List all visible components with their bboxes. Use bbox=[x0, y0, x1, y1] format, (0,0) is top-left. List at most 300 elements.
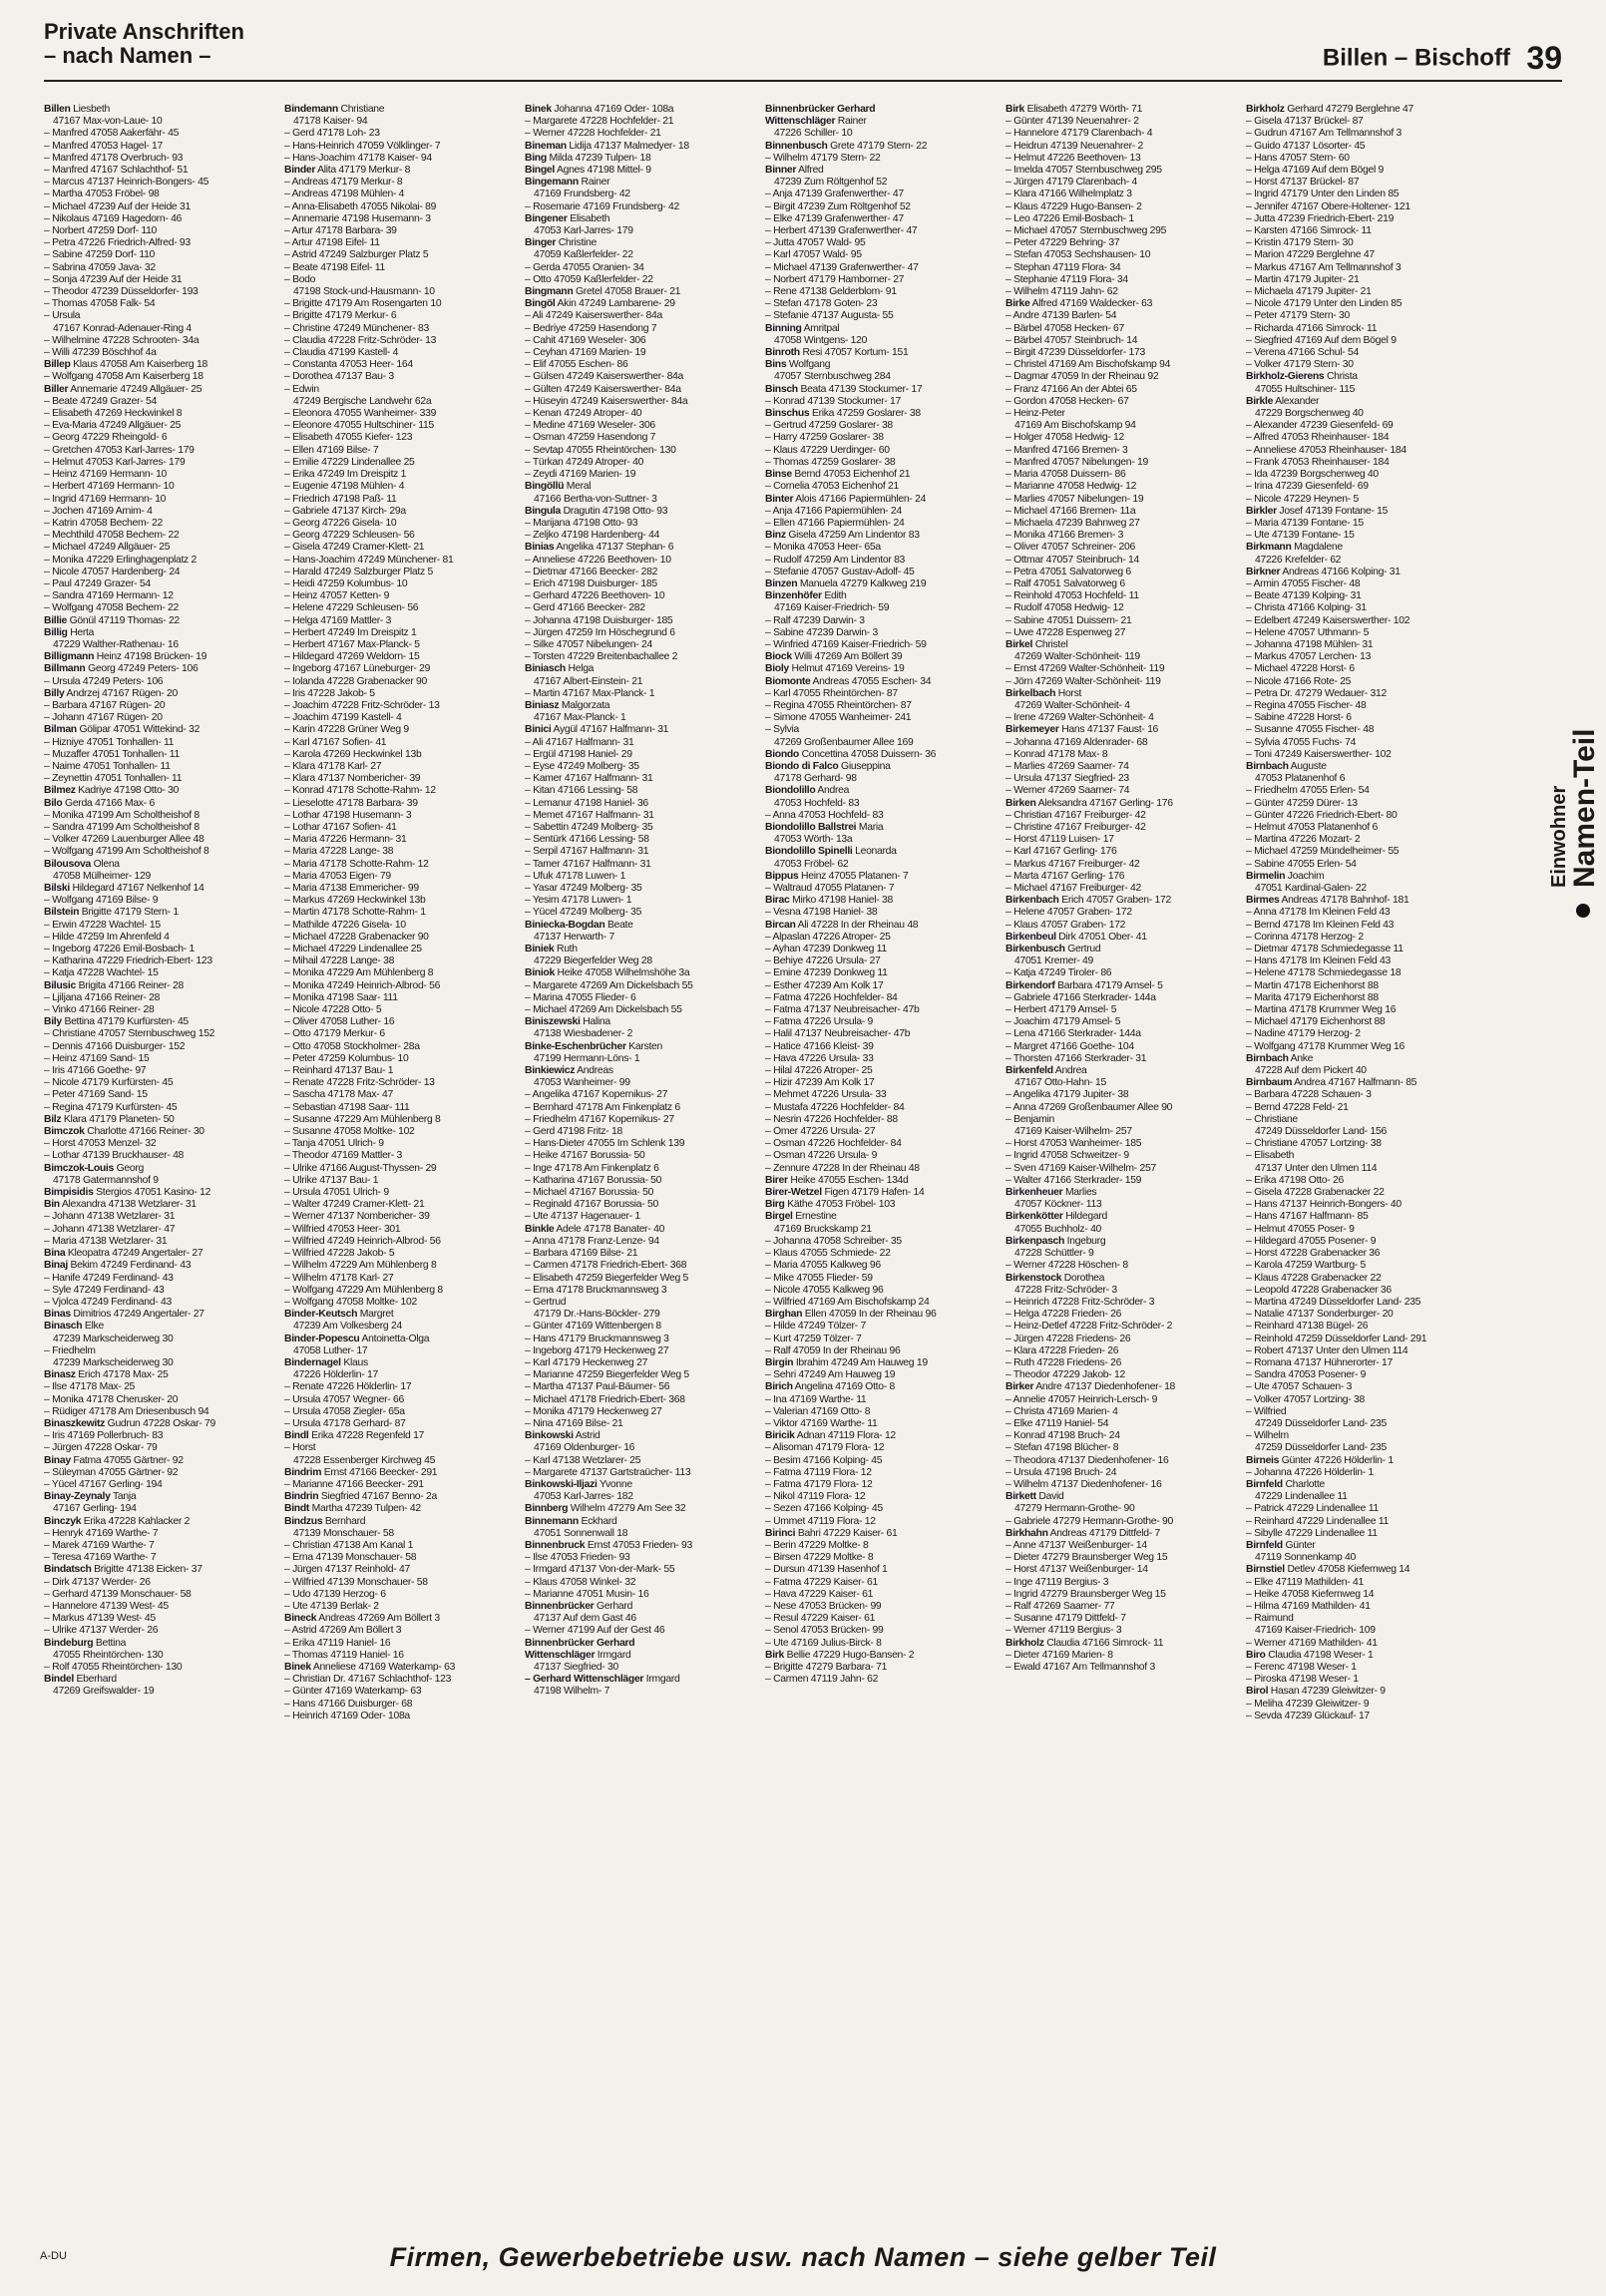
directory-entry bbox=[1246, 432, 1476, 444]
directory-entry bbox=[1246, 1224, 1476, 1236]
entry-details: – Benjamin bbox=[1005, 1113, 1054, 1125]
directory-entry bbox=[1005, 578, 1236, 590]
entry-details: Claudia 47198 Weser- 1 bbox=[1268, 1649, 1374, 1661]
directory-entry bbox=[1246, 1381, 1476, 1393]
entry-details: Manuela 47279 Kalkweg 219 bbox=[799, 577, 927, 589]
entry-details: – Günter 47139 Neuenahrer- 2 bbox=[1005, 116, 1139, 128]
entry-surname: Bindernagel bbox=[284, 1356, 341, 1368]
directory-entry bbox=[44, 1297, 274, 1309]
entry-details: – Kenan 47249 Atroper- 40 bbox=[525, 408, 642, 420]
directory-entry bbox=[765, 663, 996, 675]
directory-entry bbox=[1005, 1285, 1236, 1297]
bullet-dot-icon bbox=[1576, 904, 1590, 918]
entry-surname: Billigmann bbox=[44, 651, 95, 663]
entry-surname: Birkenkötter bbox=[1005, 1211, 1063, 1223]
directory-entry bbox=[284, 262, 515, 274]
directory-entry bbox=[1005, 712, 1236, 724]
directory-entry bbox=[1246, 1285, 1476, 1297]
entry-details: – Wolfgang 47058 Moltke- 102 bbox=[284, 1296, 417, 1308]
directory-entry bbox=[1005, 992, 1236, 1004]
entry-details: 47057 Sternbuschweg 284 bbox=[774, 371, 891, 383]
directory-entry bbox=[1246, 1638, 1476, 1650]
entry-details: – Patrick 47229 Lindenallee 11 bbox=[1246, 1503, 1379, 1515]
directory-entry bbox=[284, 1516, 515, 1528]
directory-entry bbox=[525, 128, 755, 140]
directory-entry bbox=[44, 1625, 274, 1637]
entry-details: – Friedhelm 47055 Erlen- 54 bbox=[1246, 785, 1370, 797]
entry-surname: Birkmann bbox=[1246, 542, 1292, 554]
directory-entry bbox=[525, 213, 755, 225]
directory-entry bbox=[1005, 1211, 1236, 1223]
directory-entry bbox=[44, 1065, 274, 1077]
entry-details: – Marek 47169 Warthe- 7 bbox=[44, 1539, 155, 1551]
entry-surname: Birkner bbox=[1246, 566, 1281, 577]
directory-entry bbox=[1246, 590, 1476, 602]
entry-details: – Heinz 47057 Ketten- 9 bbox=[284, 590, 390, 602]
entry-details: – Silke 47057 Nibelungen- 24 bbox=[525, 638, 652, 650]
entry-details: – Marina 47055 Flieder- 6 bbox=[525, 991, 636, 1003]
directory-entry bbox=[525, 237, 755, 249]
directory-entry bbox=[1246, 567, 1476, 578]
entry-details: – Ingeborg 47167 Lüneburger- 29 bbox=[284, 663, 431, 675]
entry-details: – Kristin 47179 Stern- 30 bbox=[1246, 237, 1354, 249]
directory-entry bbox=[1246, 1248, 1476, 1260]
directory-entry bbox=[284, 651, 515, 663]
directory-entry bbox=[1246, 822, 1476, 834]
directory-entry bbox=[1005, 907, 1236, 919]
directory-entry bbox=[1005, 1577, 1236, 1589]
entry-details: 47178 Kaiser- 94 bbox=[293, 116, 368, 128]
entry-details: – Jochen 47169 Arnim- 4 bbox=[44, 505, 153, 517]
directory-entry bbox=[525, 749, 755, 761]
directory-entry bbox=[284, 932, 515, 944]
entry-details: – Dieter 47279 Braunsberger Weg 15 bbox=[1005, 1552, 1168, 1564]
directory-entry bbox=[284, 1491, 515, 1503]
directory-entry bbox=[1246, 1613, 1476, 1625]
directory-entry bbox=[44, 116, 274, 128]
entry-details: 47053 Platanenhof 6 bbox=[1255, 773, 1346, 785]
directory-entry bbox=[44, 262, 274, 274]
entry-details: – Gerd 47198 Fritz- 18 bbox=[525, 1126, 622, 1138]
entry-details: – Michael 47178 Friedrich-Ebert- 368 bbox=[525, 1393, 685, 1405]
entry-details: 47055 Rheintörchen- 130 bbox=[53, 1649, 164, 1661]
directory-entry bbox=[44, 1345, 274, 1357]
entry-details: – Besim 47166 Kolping- 45 bbox=[765, 1454, 883, 1466]
entry-details: – Renate 47226 Hölderlin- 17 bbox=[284, 1381, 412, 1393]
directory-entry bbox=[44, 688, 274, 700]
directory-entry bbox=[525, 1041, 755, 1053]
directory-entry bbox=[1005, 1625, 1236, 1637]
directory-entry bbox=[525, 663, 755, 675]
entry-details: – Willi 47239 Böschhof 4a bbox=[44, 347, 157, 359]
entry-surname: Birkelbach bbox=[1005, 687, 1056, 699]
entry-details: – Margarete 47137 Gartstraücher- 113 bbox=[525, 1466, 691, 1478]
directory-entry bbox=[1005, 567, 1236, 578]
directory-entry bbox=[44, 1114, 274, 1126]
entry-details: – Edwin bbox=[284, 383, 319, 395]
directory-entry bbox=[284, 1150, 515, 1162]
directory-entry bbox=[525, 1236, 755, 1248]
entry-details: – Yücel 47167 Gerling- 194 bbox=[44, 1478, 163, 1490]
directory-entry bbox=[1246, 1662, 1476, 1674]
directory-entry bbox=[525, 590, 755, 602]
entry-details: – Meliha 47239 Gleiwitzer- 9 bbox=[1246, 1698, 1370, 1710]
directory-entry bbox=[1246, 676, 1476, 688]
entry-surname: Billy bbox=[44, 687, 65, 699]
entry-details: Tanja bbox=[112, 1491, 137, 1503]
directory-entry bbox=[1246, 237, 1476, 249]
entry-details: – Reinhard 47138 Bügel- 26 bbox=[1246, 1321, 1369, 1333]
entry-surname: Bimpisidis bbox=[44, 1187, 94, 1199]
entry-details: – Ellen 47166 Papiermühlen- 24 bbox=[765, 517, 905, 529]
directory-entry bbox=[1005, 1199, 1236, 1211]
entry-details: – Hanife 47249 Ferdinand- 43 bbox=[44, 1272, 174, 1284]
entry-details: – Hüseyin 47249 Kaiserswerther- 84a bbox=[525, 395, 688, 407]
entry-surname: Binnenbrücker Gerhard bbox=[525, 1637, 635, 1649]
directory-entry bbox=[44, 359, 274, 371]
entry-details: – Maria 47058 Duissern- 86 bbox=[1005, 469, 1126, 481]
directory-entry bbox=[765, 883, 996, 895]
entry-surname: Birkholz bbox=[1246, 104, 1285, 115]
directory-entry bbox=[1005, 225, 1236, 237]
directory-entry bbox=[284, 822, 515, 834]
entry-details: Eberhard bbox=[76, 1674, 117, 1686]
entry-details: – Otto 47059 Kaßlerfelder- 22 bbox=[525, 273, 653, 285]
entry-details: – Anna-Elisabeth 47055 Nikolai- 89 bbox=[284, 200, 437, 212]
entry-details: – Beate 47139 Kolping- 31 bbox=[1246, 590, 1362, 602]
entry-details: Joachim bbox=[1287, 870, 1325, 882]
entry-details: Andre 47137 Diedenhofener- 18 bbox=[1035, 1381, 1176, 1393]
entry-surname: Bilusic bbox=[44, 979, 76, 991]
entry-details: – Hava 47226 Ursula- 33 bbox=[765, 1052, 874, 1064]
directory-entry bbox=[284, 1236, 515, 1248]
entry-details: Johanna 47169 Oder- 108a bbox=[554, 104, 674, 115]
directory-entry bbox=[525, 834, 755, 846]
entry-details: – Rüdiger 47178 Am Driesenbusch 94 bbox=[44, 1405, 209, 1417]
entry-surname: Binner bbox=[765, 165, 797, 177]
entry-details: – Eleonora 47055 Wanheimer- 339 bbox=[284, 408, 437, 420]
entry-details: – Martin 47178 Schotte-Rahm- 1 bbox=[284, 907, 426, 919]
entry-surname: Biniasz bbox=[525, 699, 560, 711]
directory-entry bbox=[1246, 494, 1476, 506]
entry-details: Olena bbox=[93, 858, 120, 870]
entry-details: – Heinz-Detlef 47228 Fritz-Schröder- 2 bbox=[1005, 1321, 1173, 1333]
directory-entry bbox=[525, 1552, 755, 1564]
directory-entry bbox=[525, 371, 755, 383]
directory-entry bbox=[525, 1004, 755, 1016]
entry-details: – Frank 47053 Rheinhauser- 184 bbox=[1246, 456, 1390, 468]
entry-surname: Biricik bbox=[765, 1430, 795, 1442]
directory-entry bbox=[284, 1138, 515, 1150]
directory-entry bbox=[1246, 1699, 1476, 1711]
entry-details: 47229 Lindenallee 11 bbox=[1255, 1491, 1348, 1503]
entry-surname: – Gerhard Wittenschläger bbox=[525, 1674, 644, 1686]
entry-details: – Volker 47269 Lauenburger Allee 48 bbox=[44, 834, 204, 846]
entry-details: – Birsen 47229 Moltke- 8 bbox=[765, 1552, 874, 1564]
directory-entry bbox=[1246, 141, 1476, 153]
entry-details: Andreas bbox=[577, 1065, 613, 1077]
entry-details: – Richarda 47166 Simrock- 11 bbox=[1246, 322, 1378, 334]
directory-entry bbox=[44, 518, 274, 530]
directory-entry bbox=[525, 249, 755, 261]
entry-details: – Gabriele 47279 Hermann-Grothe- 90 bbox=[1005, 1515, 1173, 1527]
entry-details: – Nicole 47229 Heynen- 5 bbox=[1246, 493, 1359, 505]
entry-details: – Herbert 47167 Max-Planck- 5 bbox=[284, 638, 420, 650]
entry-details: – Artur 47198 Eifel- 11 bbox=[284, 237, 380, 249]
entry-details: Giuseppina bbox=[841, 760, 891, 772]
directory-entry bbox=[1246, 128, 1476, 140]
directory-entry bbox=[765, 1199, 996, 1211]
directory-entry bbox=[1005, 1491, 1236, 1503]
directory-entry bbox=[284, 956, 515, 967]
entry-details: – Osman 47226 Ursula- 9 bbox=[765, 1150, 878, 1162]
directory-entry bbox=[1005, 1114, 1236, 1126]
directory-entry bbox=[284, 1102, 515, 1114]
entry-details: – Claudia 47199 Kastell- 4 bbox=[284, 347, 399, 359]
entry-details: 47137 Siegfried- 30 bbox=[534, 1662, 618, 1673]
entry-details: Charlotte bbox=[1285, 1478, 1325, 1490]
directory-entry bbox=[44, 1224, 274, 1236]
directory-entry bbox=[1246, 298, 1476, 310]
entry-details: – Bernd 47178 Im Kleinen Feld 43 bbox=[1246, 919, 1395, 931]
entry-details: Gerda 47166 Max- 6 bbox=[65, 797, 155, 809]
entry-details: Andreas 47179 Dittfeld- 7 bbox=[1049, 1527, 1160, 1539]
entry-details: Malgorzata bbox=[561, 699, 610, 711]
entry-details: Andrea 47167 Halfmann- 85 bbox=[1294, 1077, 1417, 1089]
entry-details: Dimitrios 47249 Angertaler- 27 bbox=[73, 1309, 204, 1321]
entry-surname: Birol bbox=[1246, 1686, 1269, 1698]
directory-entry bbox=[284, 810, 515, 822]
directory-entry bbox=[44, 542, 274, 554]
entry-details: – Claudia 47228 Fritz-Schröder- 13 bbox=[284, 334, 437, 346]
directory-entry bbox=[1005, 445, 1236, 457]
directory-entry bbox=[1246, 1065, 1476, 1077]
directory-entry bbox=[525, 542, 755, 554]
entry-details: – Dagmar 47059 In der Rheinau 92 bbox=[1005, 371, 1159, 383]
directory-entry bbox=[525, 651, 755, 663]
entry-surname: Billep bbox=[44, 359, 71, 371]
entry-details: 47167 Otto-Hahn- 15 bbox=[1014, 1077, 1106, 1089]
entry-details: – Christa 47166 Kolping- 31 bbox=[1246, 602, 1367, 614]
directory-entry bbox=[44, 432, 274, 444]
entry-details: – Bernhard 47178 Am Finkenplatz 6 bbox=[525, 1101, 680, 1113]
entry-surname: Bingöllü bbox=[525, 481, 565, 493]
directory-entry bbox=[765, 956, 996, 967]
entry-details: – Konrad 47198 Bruch- 24 bbox=[1005, 1430, 1120, 1442]
entry-details: 47178 Gatermannshof 9 bbox=[53, 1174, 159, 1186]
entry-details: – Iris 47169 Pollerbruch- 83 bbox=[44, 1430, 164, 1442]
directory-entry bbox=[1246, 262, 1476, 274]
entry-details: Auguste bbox=[1290, 760, 1327, 772]
directory-entry bbox=[284, 700, 515, 712]
entry-details: Wolfgang bbox=[788, 359, 831, 371]
entry-details: 47279 Hermann-Grothe- 90 bbox=[1014, 1503, 1135, 1515]
entry-surname: Bilo bbox=[44, 797, 63, 809]
entry-details: 47055 Buchholz- 40 bbox=[1014, 1223, 1102, 1235]
entry-details: – Raimund bbox=[1246, 1613, 1294, 1625]
entry-details: – Mehmet 47226 Ursula- 33 bbox=[765, 1089, 887, 1101]
directory-entry bbox=[525, 956, 755, 967]
directory-entry bbox=[284, 1016, 515, 1028]
directory-entry bbox=[1005, 1077, 1236, 1089]
entry-surname: Birke bbox=[1005, 298, 1030, 310]
directory-entry bbox=[765, 1211, 996, 1223]
directory-entry bbox=[284, 895, 515, 907]
entry-details: – Markus 47167 Am Tellmannshof 3 bbox=[1246, 261, 1402, 273]
entry-details: – Simone 47055 Wanheimer- 241 bbox=[765, 712, 912, 724]
directory-entry bbox=[765, 567, 996, 578]
directory-entry bbox=[765, 1273, 996, 1285]
entry-details: – Yesim 47178 Luwen- 1 bbox=[525, 895, 632, 907]
directory-entry bbox=[1005, 663, 1236, 675]
directory-entry bbox=[525, 1528, 755, 1540]
directory-entry bbox=[525, 225, 755, 237]
entry-details: – Maria 47139 Fontane- 15 bbox=[1246, 517, 1364, 529]
directory-entry bbox=[525, 1381, 755, 1393]
directory-entry bbox=[765, 1674, 996, 1686]
directory-entry bbox=[44, 249, 274, 261]
directory-entry bbox=[1005, 1369, 1236, 1381]
directory-entry bbox=[525, 676, 755, 688]
section-title-line1: Private Anschriften bbox=[44, 19, 244, 44]
directory-entry bbox=[44, 177, 274, 189]
entry-details: – Wilhelm 47178 Karl- 27 bbox=[284, 1272, 394, 1284]
entry-details: Halina bbox=[583, 1016, 610, 1028]
entry-details: – Sabine 47239 Darwin- 3 bbox=[765, 626, 878, 638]
page-number: 39 bbox=[1526, 40, 1562, 76]
directory-entry bbox=[765, 1650, 996, 1662]
entry-details: – Regina 47055 Rheintörchen- 87 bbox=[765, 699, 912, 711]
entry-details: – Bärbel 47058 Hecken- 67 bbox=[1005, 322, 1125, 334]
directory-entry bbox=[44, 153, 274, 165]
entry-details: – Ralf 47239 Darwin- 3 bbox=[765, 614, 865, 626]
entry-details: Hasan 47239 Gleiwitzer- 9 bbox=[1270, 1686, 1386, 1698]
directory-entry bbox=[44, 141, 274, 153]
directory-entry bbox=[525, 1211, 755, 1223]
entry-surname: Biondolillo bbox=[765, 785, 816, 797]
directory-entry bbox=[44, 761, 274, 773]
entry-details: – Corinna 47178 Herzog- 2 bbox=[1246, 931, 1364, 943]
directory-entry bbox=[765, 737, 996, 749]
entry-details: – Hans 47166 Duisburger- 68 bbox=[284, 1698, 413, 1710]
entry-details: Erich 47178 Max- 25 bbox=[78, 1369, 169, 1381]
entry-surname: Birkle bbox=[1246, 395, 1274, 407]
entry-surname: Birnbaum bbox=[1246, 1077, 1293, 1089]
entry-details: – Michaela 47179 Jupiter- 21 bbox=[1246, 286, 1372, 298]
entry-details: – Theodora 47137 Diedenhofener- 16 bbox=[1005, 1454, 1169, 1466]
entry-details: – Hildegard 47269 Weldorn- 15 bbox=[284, 651, 420, 663]
directory-entry bbox=[765, 1053, 996, 1065]
entry-details: Beate bbox=[606, 919, 633, 931]
entry-details: – Vinko 47166 Reiner- 28 bbox=[44, 1004, 155, 1016]
directory-entry bbox=[1005, 1540, 1236, 1552]
entry-details: 47137 Unter den Ulmen 114 bbox=[1255, 1162, 1378, 1174]
entry-details: – Astrid 47269 Am Böllert 3 bbox=[284, 1625, 402, 1637]
entry-details: – Rene 47138 Gelderblom- 91 bbox=[765, 286, 897, 298]
entry-details: – Karola 47269 Heckwinkel 13b bbox=[284, 748, 422, 760]
entry-details: – Sabrina 47059 Java- 32 bbox=[44, 261, 156, 273]
entry-details: – Thomas 47119 Haniel- 16 bbox=[284, 1649, 404, 1661]
directory-entry bbox=[1005, 128, 1236, 140]
entry-surname: Binnenbrücker Gerhard bbox=[765, 104, 876, 115]
directory-entry bbox=[525, 602, 755, 614]
entry-details: 47053 Fröbel- 62 bbox=[774, 858, 849, 870]
directory-entry bbox=[1005, 249, 1236, 261]
directory-entry bbox=[284, 1467, 515, 1479]
entry-details: – Michael 47269 Am Dickelsbach 55 bbox=[525, 1004, 682, 1016]
entry-details: – Klara 47228 Frieden- 26 bbox=[1005, 1344, 1119, 1356]
directory-entry bbox=[1005, 141, 1236, 153]
directory-entry bbox=[765, 1041, 996, 1053]
directory-entry bbox=[284, 530, 515, 542]
directory-entry bbox=[1005, 1662, 1236, 1674]
directory-entry bbox=[765, 1248, 996, 1260]
directory-entry bbox=[525, 1467, 755, 1479]
directory-entry bbox=[765, 1638, 996, 1650]
entry-details: – Christian 47138 Am Kanal 1 bbox=[284, 1539, 414, 1551]
entry-details: Fatma 47055 Gärtner- 92 bbox=[73, 1454, 184, 1466]
directory-entry bbox=[765, 651, 996, 663]
directory-entry bbox=[525, 1077, 755, 1089]
directory-entry bbox=[765, 773, 996, 785]
directory-entry bbox=[525, 761, 755, 773]
entry-details: – Waltraud 47055 Platanen- 7 bbox=[765, 883, 895, 894]
entry-details: 47228 Fritz-Schröder- 3 bbox=[1014, 1284, 1117, 1296]
directory-entry bbox=[284, 1345, 515, 1357]
entry-details: 47169 Frundsberg- 42 bbox=[534, 189, 630, 200]
entry-details: – Sylvia bbox=[765, 724, 799, 736]
entry-surname: Bilousova bbox=[44, 858, 91, 870]
directory-entry bbox=[44, 1187, 274, 1199]
directory-entry bbox=[765, 1516, 996, 1528]
entry-details: – Sentürk 47166 Lessing- 58 bbox=[525, 834, 649, 846]
entry-details: – Hizir 47239 Am Kolk 17 bbox=[765, 1077, 875, 1089]
entry-surname: Biniok bbox=[525, 967, 555, 979]
directory-entry bbox=[284, 627, 515, 639]
directory-entry bbox=[525, 798, 755, 810]
directory-entry bbox=[1246, 1211, 1476, 1223]
entry-details: – Karl 47055 Rheintörchen- 87 bbox=[765, 687, 898, 699]
entry-details: – Edelbert 47249 Kaiserswerther- 102 bbox=[1246, 614, 1410, 626]
directory-entry bbox=[284, 1455, 515, 1467]
directory-entry bbox=[44, 712, 274, 724]
entry-surname: Wittenschläger bbox=[765, 116, 836, 128]
entry-details: – Hans-Dieter 47055 Im Schlenk 139 bbox=[525, 1138, 685, 1150]
directory-entry bbox=[1005, 506, 1236, 518]
entry-details: Bettina bbox=[95, 1637, 127, 1649]
entry-details: Günter 47226 Hölderlin- 1 bbox=[1281, 1454, 1394, 1466]
entry-details: Gudrun 47228 Oskar- 79 bbox=[107, 1417, 216, 1429]
directory-entry bbox=[1005, 627, 1236, 639]
directory-entry bbox=[44, 1674, 274, 1686]
entry-surname: Billig bbox=[44, 626, 68, 638]
directory-entry bbox=[284, 310, 515, 322]
entry-details: Ali 47228 In der Rheinau 48 bbox=[797, 919, 919, 931]
entry-details: Adnan 47119 Flora- 12 bbox=[796, 1430, 896, 1442]
directory-entry bbox=[1005, 1528, 1236, 1540]
directory-entry bbox=[525, 481, 755, 493]
directory-entry bbox=[765, 834, 996, 846]
directory-entry bbox=[1246, 1297, 1476, 1309]
directory-entry bbox=[765, 1004, 996, 1016]
directory-entry bbox=[44, 1394, 274, 1406]
directory-entry bbox=[765, 992, 996, 1004]
entry-details: 47269 Walter-Schönheit- 4 bbox=[1014, 699, 1130, 711]
directory-entry bbox=[284, 1369, 515, 1381]
entry-surname: Bindel bbox=[44, 1674, 74, 1686]
entry-details: – Rudolf 47058 Hedwig- 12 bbox=[1005, 602, 1124, 614]
entry-details: – Annelie 47057 Heinrich-Lersch- 9 bbox=[1005, 1393, 1158, 1405]
